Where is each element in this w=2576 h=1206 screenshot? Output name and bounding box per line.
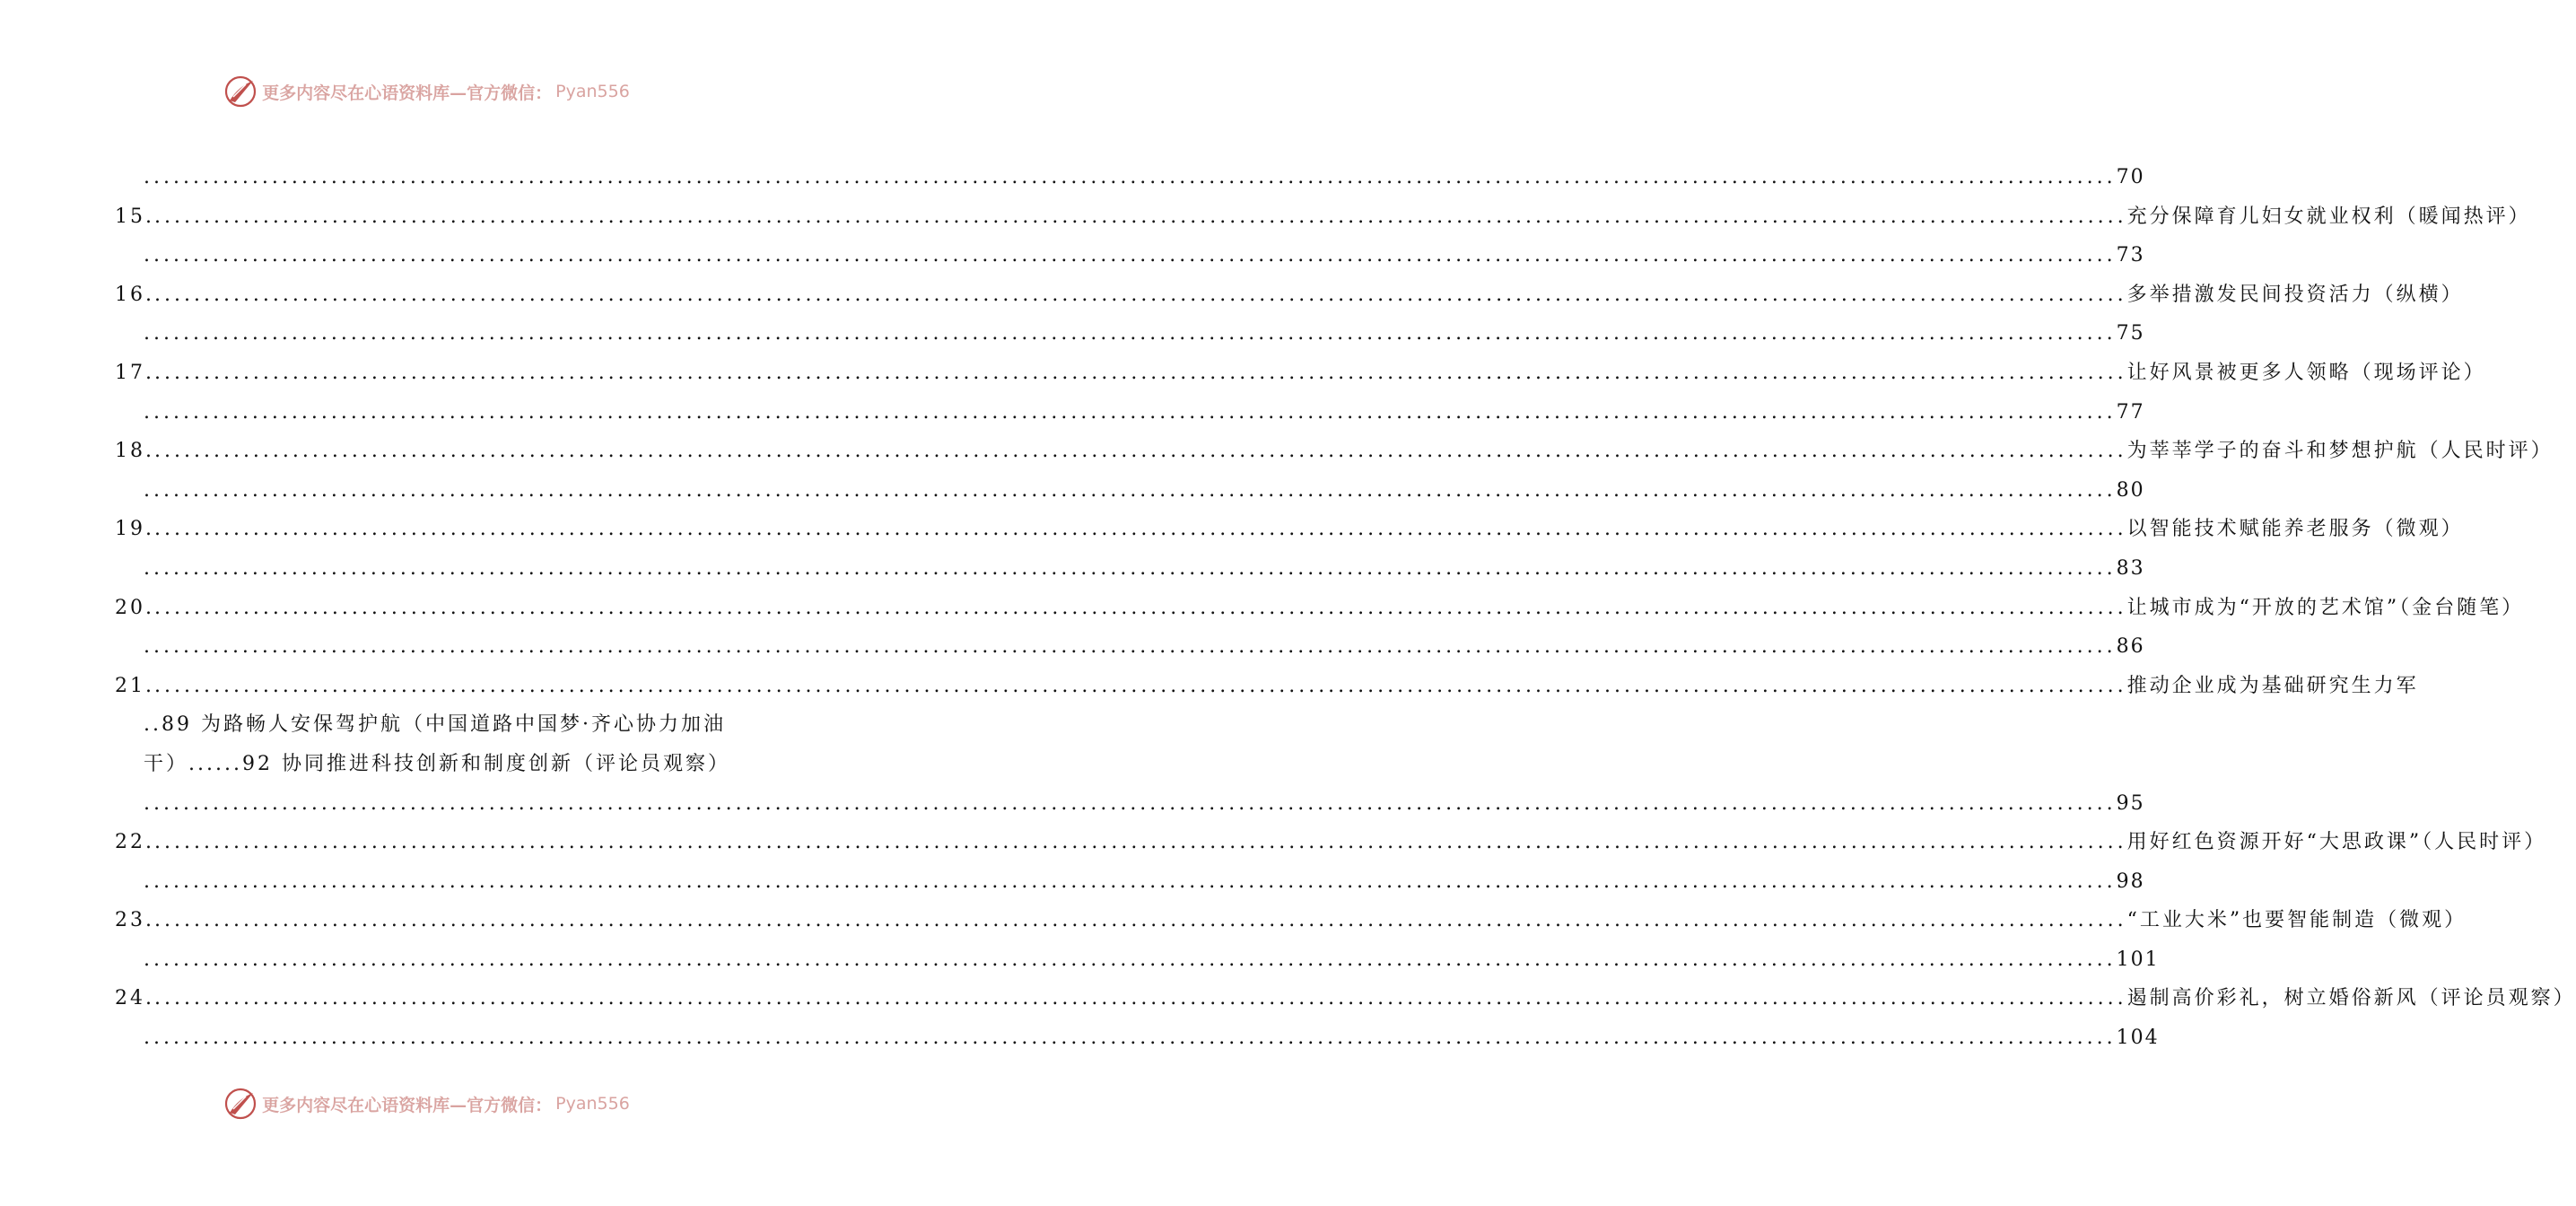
footer-banner-text: 更多内容尽在心语资料库—官方微信： (262, 1095, 553, 1115)
toc-entry-title: 推动企业成为基础研究生力军 (2126, 674, 2419, 697)
toc-page-number: 80 (2116, 478, 2145, 502)
toc-entry-21-line1 (115, 667, 2419, 706)
toc-page-number: 101 (2116, 948, 2160, 971)
toc-entry-title: 多举措激发民间投资活力（纵横） (2126, 283, 2464, 306)
toc-page-number: 98 (2116, 870, 2145, 893)
toc-entry-number: 17. (115, 361, 154, 384)
header-banner (0, 72, 852, 111)
leader-dots: ........................................................................................................................................................................................................ (144, 166, 2117, 188)
toc-entry-number: 20. (115, 596, 154, 619)
toc-entry-title: 以智能技术赋能养老服务（微观） (2126, 518, 2464, 541)
toc-page-number: 86 (2116, 635, 2145, 659)
header-contact: Pyan556 (555, 82, 630, 101)
toc-page-line (115, 549, 2145, 589)
toc-entry-line (115, 354, 2486, 393)
toc-page-line (115, 627, 2145, 667)
pen-logo-icon (223, 1086, 258, 1122)
toc-entry-number: 22. (115, 831, 154, 854)
leader-dots: ........................................................................................................................................................................................................ (154, 596, 2127, 619)
toc-entry-number: 24. (115, 987, 154, 1010)
leader-dots: ........................................................................................................................................................................................................ (144, 400, 2117, 424)
leader-dots: ........................................................................................................................................................................................................ (154, 987, 2127, 1010)
toc-entry-line (115, 589, 2525, 628)
toc-page-line (115, 862, 2145, 902)
toc-entry-line (115, 510, 2464, 549)
toc-page-line (115, 236, 2145, 275)
toc-entry-title: 让城市成为“开放的艺术馆”（金台随笔） (2126, 596, 2525, 619)
toc-entry-21-line2: ..89 为路畅人安保驾护航（中国道路中国梦·齐心协力加油 (144, 713, 726, 737)
toc-entry-title: 让好风景被更多人领略（现场评论） (2126, 361, 2486, 384)
toc-entry-line (115, 275, 2464, 315)
toc-page-number: 73 (2116, 244, 2145, 267)
toc-page-number: 83 (2116, 556, 2145, 580)
toc-page-line (115, 393, 2145, 433)
toc-entry-number: 16. (115, 283, 154, 306)
toc-entry-line (115, 197, 2531, 237)
leader-dots: ........................................................................................................................................................................................................ (144, 870, 2117, 893)
toc-page-number: 77 (2116, 400, 2145, 424)
leader-dots: ........................................................................................................................................................................................................ (154, 205, 2127, 228)
toc-entry-21-line3: 干）......92 协同推进科技创新和制度创新（评论员观察） (144, 752, 730, 775)
toc-entry-title: 用好红色资源开好“大思政课”（人民时评） (2126, 831, 2547, 854)
leader-dots: ........................................................................................................................................................................................................ (154, 909, 2127, 932)
pen-logo-icon (223, 74, 258, 109)
toc-page-line (115, 314, 2145, 354)
leader-dots: ........................................................................................................................................................................................................ (144, 244, 2117, 267)
footer-banner (0, 1084, 852, 1123)
toc-page-line (115, 471, 2145, 511)
leader-dots: ........................................................................................................................................................................................................ (144, 322, 2117, 345)
toc-lead-line (115, 158, 2145, 197)
leader-dots: ........................................................................................................................................................................................................ (144, 948, 2117, 971)
toc-entry-line (115, 823, 2547, 862)
toc-entry-number: 21. (115, 674, 154, 697)
toc-entry-number: 23. (115, 909, 154, 932)
toc-entry-line (115, 979, 2576, 1018)
leader-dots: ........................................................................................................................................................................................................ (154, 831, 2127, 854)
toc-entry-line (115, 901, 2467, 940)
toc-entry-title: 充分保障育儿妇女就业权利（暖闻热评） (2126, 205, 2531, 228)
toc-entry-line (115, 432, 2554, 471)
leader-dots: ........................................................................................................................................................................................................ (154, 674, 2127, 697)
leader-dots: ........................................................................................................................................................................................................ (154, 283, 2127, 306)
leader-dots: ........................................................................................................................................................................................................ (144, 635, 2117, 659)
table-of-contents (115, 158, 2576, 1058)
leader-dots: ........................................................................................................................................................................................................ (154, 518, 2127, 541)
toc-page-line (115, 940, 2160, 980)
toc-entry-number: 18. (115, 440, 154, 463)
toc-page-number: 95 (2116, 791, 2145, 815)
toc-entry-number: 15. (115, 205, 154, 228)
leader-dots: ........................................................................................................................................................................................................ (144, 1027, 2117, 1050)
toc-page-number: 104 (2116, 1027, 2160, 1050)
leader-dots: ........................................................................................................................................................................................................ (144, 556, 2117, 580)
leader-dots: ........................................................................................................................................................................................................ (154, 440, 2127, 463)
leader-dots: ........................................................................................................................................................................................................ (144, 791, 2117, 815)
toc-page-line (115, 1018, 2160, 1058)
toc-page-number: 75 (2116, 322, 2145, 345)
toc-page-number: 70 (2116, 166, 2145, 188)
toc-entry-number: 19. (115, 518, 154, 541)
footer-contact: Pyan556 (555, 1094, 630, 1114)
leader-dots: ........................................................................................................................................................................................................ (144, 478, 2117, 502)
toc-entry-title: “工业大米”也要智能制造（微观） (2126, 909, 2467, 932)
toc-entry-title: 遏制高价彩礼，树立婚俗新风（评论员观察） (2126, 987, 2576, 1010)
leader-dots: ........................................................................................................................................................................................................ (154, 361, 2127, 384)
header-banner-text: 更多内容尽在心语资料库—官方微信： (262, 83, 553, 103)
toc-entry-21-page-line (115, 784, 2145, 824)
toc-entry-title: 为莘莘学子的奋斗和梦想护航（人民时评） (2126, 440, 2554, 463)
